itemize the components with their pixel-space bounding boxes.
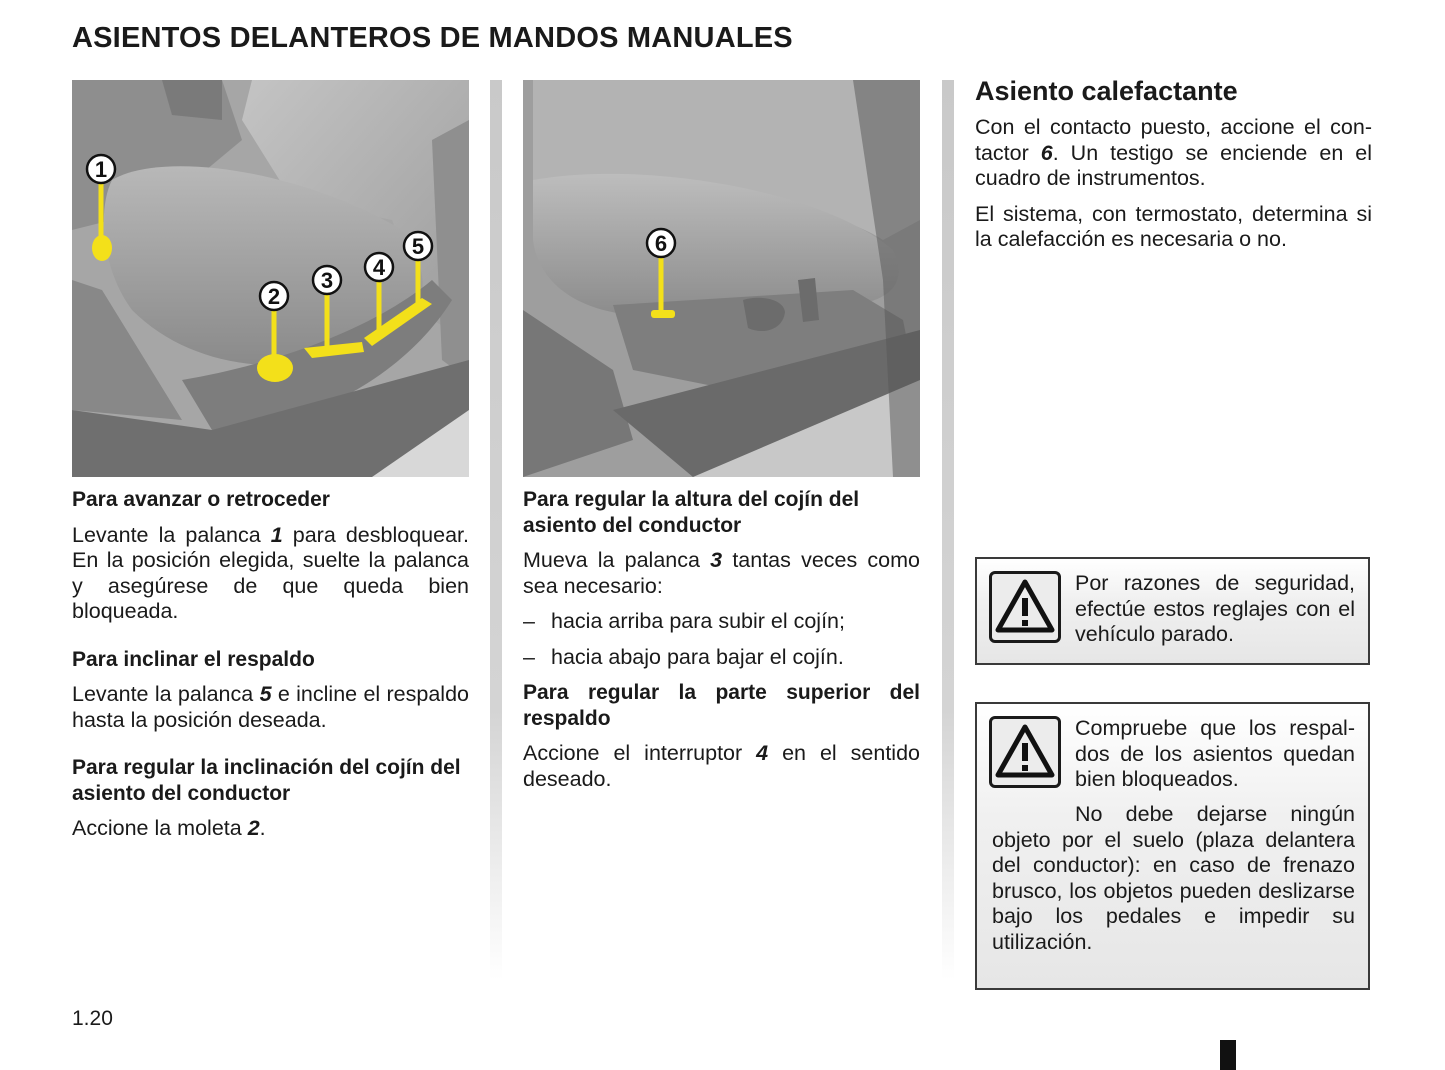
paragraph: Accione la moleta 2. (72, 816, 266, 840)
svg-text:4: 4 (372, 255, 386, 280)
seat-controls-photo (72, 80, 469, 477)
seat-illustration (523, 80, 920, 477)
paragraph: Levante la palanca 1 para desbloquear. En la posición elegida, suelte la palanca y asegúrese de que queda bien bloqueada. (72, 522, 469, 623)
warning-text: Por razones de seguridad, efectúe estos reglajes con el vehículo parado. (1075, 571, 1355, 646)
warning-box (975, 702, 1370, 990)
callout-1 (87, 155, 115, 183)
svg-text:3: 3 (320, 268, 334, 293)
page-edge-marker (1220, 1040, 1236, 1070)
warning-triangle-icon (989, 716, 1061, 788)
callout-4 (365, 253, 393, 281)
column-left (72, 80, 469, 842)
callout-5 (404, 232, 432, 260)
warning-text: Compruebe que los respaldos de los asientos quedan bien bloqueados. (1075, 716, 1355, 791)
seat-heating-photo (523, 80, 920, 477)
warning-text: No debe dejarse ningún objeto por el suelo (plaza delantera del conductor): en caso de frenazo brusco, los objetos pueden deslizarse bajo los pedales e impedir su utilización. (992, 802, 1355, 954)
seat-illustration (72, 80, 469, 477)
warning-triangle-icon (989, 571, 1061, 643)
paragraph: Levante la palanca 5 e incline el respaldo hasta la posición deseada. (72, 682, 469, 732)
section-heading: Para regular la parte superior del respaldo (523, 681, 920, 730)
page-number: 1.20 (72, 1007, 113, 1030)
callout-3 (313, 266, 341, 294)
svg-text:5: 5 (411, 234, 425, 259)
column-middle (523, 80, 920, 792)
callout-2 (260, 282, 288, 310)
svg-text:1: 1 (94, 157, 108, 182)
callout-6 (647, 229, 675, 257)
svg-text:2: 2 (267, 284, 281, 309)
list-item: – hacia arriba para subir el cojín; (523, 609, 845, 633)
list-item: – hacia abajo para bajar el cojín. (523, 644, 844, 669)
svg-text:6: 6 (654, 231, 668, 256)
column-divider (490, 80, 502, 980)
section-heading: Para regular la inclinación del cojín del asiento del conductor (72, 756, 461, 805)
paragraph: Con el contacto puesto, accione el contactor 6. Un testigo se enciende en el cuadro de instrumentos. (975, 115, 1372, 190)
page-title: ASIENTOS DELANTEROS DE MANDOS MANUALES (72, 22, 793, 54)
section-heading: Para regular la altura del cojín del asiento del conductor (523, 488, 860, 537)
paragraph: El sistema, con termostato, determina si la calefacción es necesaria o no. (975, 201, 1372, 251)
paragraph: Mueva la palanca 3 tantas veces como sea necesario: (523, 548, 921, 598)
section-heading: Para inclinar el respaldo (72, 647, 315, 671)
column-divider (942, 80, 954, 980)
warning-box (975, 557, 1370, 665)
paragraph: Accione el interruptor 4 en el sentido deseado. (523, 741, 920, 791)
section-title: Asiento calefactante (975, 76, 1238, 106)
section-heading: Para avanzar o retroceder (72, 488, 330, 511)
column-right (975, 76, 1372, 253)
